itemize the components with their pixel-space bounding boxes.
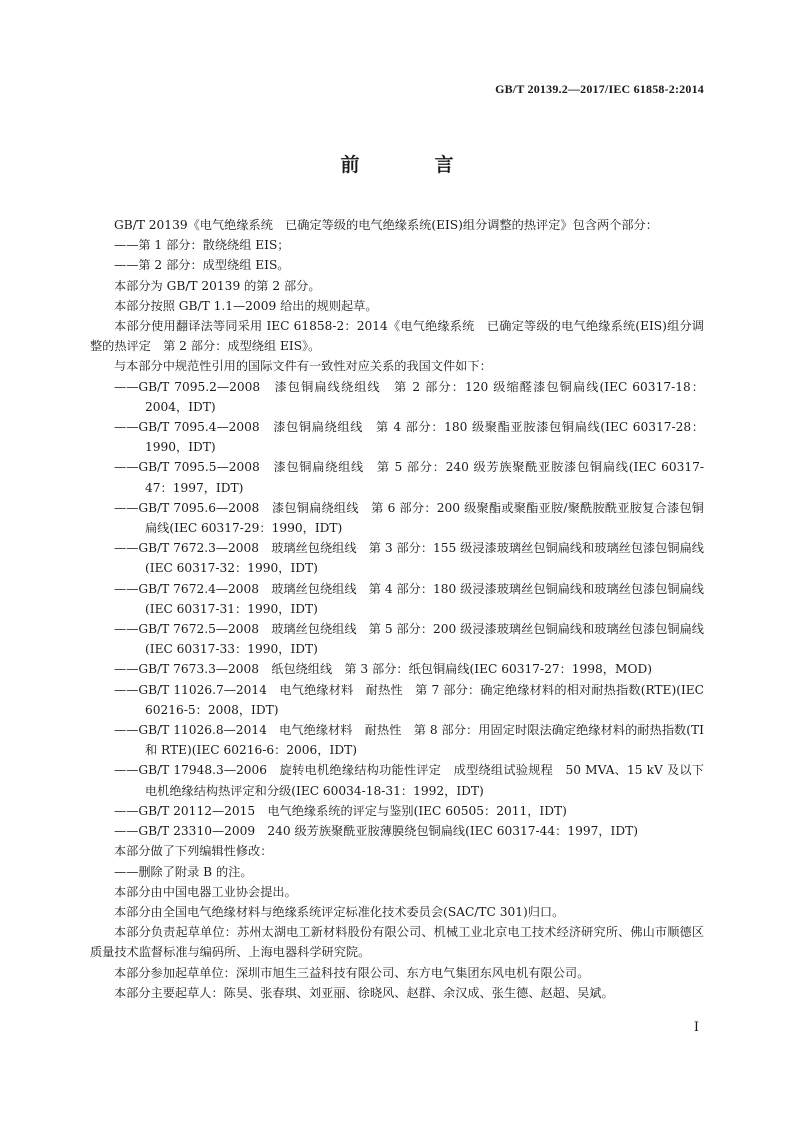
paragraph: GB/T 20139《电气绝缘系统 已确定等级的电气绝缘系统(EIS)组分调整的热评定》包含两个部分：: [114, 218, 658, 232]
paragraph: 本部分按照 GB/T 1.1—2009 给出的规则起草。: [114, 298, 378, 313]
paragraph: ——第 2 部分：成型绕组 EIS。: [114, 258, 290, 273]
reference-item: ——GB/T 11026.7—2014 电气绝缘材料 耐热性 第 7 部分：确定绝缘材料的相对耐热指数(RTE)(IEC 60216-5：2008，IDT): [114, 682, 704, 717]
reference-item: ——GB/T 7095.5—2008 漆包铜扁绕组线 第 5 部分：240 级芳族聚酰亚胺漆包铜扁线(IEC 60317-47：1997，IDT): [114, 460, 704, 495]
reference-item: ——GB/T 7095.2—2008 漆包铜扁线绕组线 第 2 部分：120 级缩醛漆包铜扁线(IEC 60317-18：2004，IDT): [114, 379, 704, 414]
reference-item: ——GB/T 7672.4—2008 玻璃丝包绕组线 第 4 部分：180 级浸漆玻璃丝包铜扁线和玻璃丝包漆包铜扁线(IEC 60317-31：1990，IDT): [114, 581, 704, 616]
paragraph: ——第 1 部分：散绕绕组 EIS；: [114, 238, 290, 253]
reference-item: ——GB/T 7672.5—2008 玻璃丝包绕组线 第 5 部分：200 级浸漆玻璃丝包铜扁线和玻璃丝包漆包铜扁线(IEC 60317-33：1990，IDT): [114, 622, 704, 657]
paragraph: 本部分负责起草单位：苏州太湖电工新材料股份有限公司、机械工业北京电工技术经济研究所、佛山市顺德区质量技术监督标准与编码所、上海电器科学研究院。: [90, 925, 704, 960]
foreword-body: [90, 215, 704, 1003]
paragraph: 本部分由全国电气绝缘材料与绝缘系统评定标准化技术委员会(SAC/TC 301)归口。: [114, 904, 565, 919]
paragraph: 本部分为 GB/T 20139 的第 2 部分。: [114, 278, 321, 293]
standard-code: GB/T 20139.2—2017/IEC 61858-2:2014: [495, 82, 704, 96]
paragraph: 本部分主要起草人：陈昊、张春琪、刘亚丽、徐晓风、赵群、余汉成、张生德、赵超、吴斌。: [114, 985, 614, 1000]
reference-item: ——GB/T 11026.8—2014 电气绝缘材料 耐热性 第 8 部分：用固定时限法确定绝缘材料的耐热指数(TI 和 RTE)(IEC 60216-6：2006，IDT): [114, 723, 704, 758]
page-title: 前 言: [340, 154, 482, 176]
paragraph: ——删除了附录 B 的注。: [114, 864, 253, 879]
reference-item: ——GB/T 23310—2009 240 级芳族聚酰亚胺薄膜绕包铜扁线(IEC 60317-44：1997，IDT): [114, 824, 639, 839]
page-number: I: [693, 1020, 699, 1035]
paragraph: 本部分做了下列编辑性修改：: [114, 844, 273, 859]
reference-item: ——GB/T 7095.4—2008 漆包铜扁绕组线 第 4 部分：180 级聚酯亚胺漆包铜扁线(IEC 60317-28：1990，IDT): [114, 420, 704, 455]
reference-item: ——GB/T 20112—2015 电气绝缘系统的评定与鉴别(IEC 60505：2011，IDT): [114, 803, 567, 818]
paragraph: 本部分由中国电器工业协会提出。: [114, 884, 297, 899]
reference-item: ——GB/T 17948.3—2006 旋转电机绝缘结构功能性评定 成型绕组试验规程 50 MVA、15 kV 及以下电机绝缘结构热评定和分级(IEC 60034-18-31：1992，IDT): [114, 763, 704, 798]
reference-item: ——GB/T 7095.6—2008 漆包铜扁绕组线 第 6 部分：200 级聚酯或聚酯亚胺/聚酰胺酰亚胺复合漆包铜扁线(IEC 60317-29：1990，IDT): [114, 500, 704, 536]
paragraph: 本部分参加起草单位：深圳市旭生三益科技有限公司、东方电气集团东风电机有限公司。: [114, 965, 590, 980]
reference-item: ——GB/T 7672.3—2008 玻璃丝包绕组线 第 3 部分：155 级浸漆玻璃丝包铜扁线和玻璃丝包漆包铜扁线(IEC 60317-32：1990，IDT): [114, 541, 704, 576]
reference-item: ——GB/T 7673.3—2008 纸包绕组线 第 3 部分：纸包铜扁线(IEC 60317-27：1998，MOD): [114, 662, 652, 677]
paragraph: 本部分使用翻译法等同采用 IEC 61858-2：2014《电气绝缘系统 已确定等级的电气绝缘系统(EIS)组分调整的热评定 第 2 部分：成型绕组 EIS》。: [90, 319, 704, 354]
paragraph: 与本部分中规范性引用的国际文件有一致性对应关系的我国文件如下：: [114, 359, 492, 374]
